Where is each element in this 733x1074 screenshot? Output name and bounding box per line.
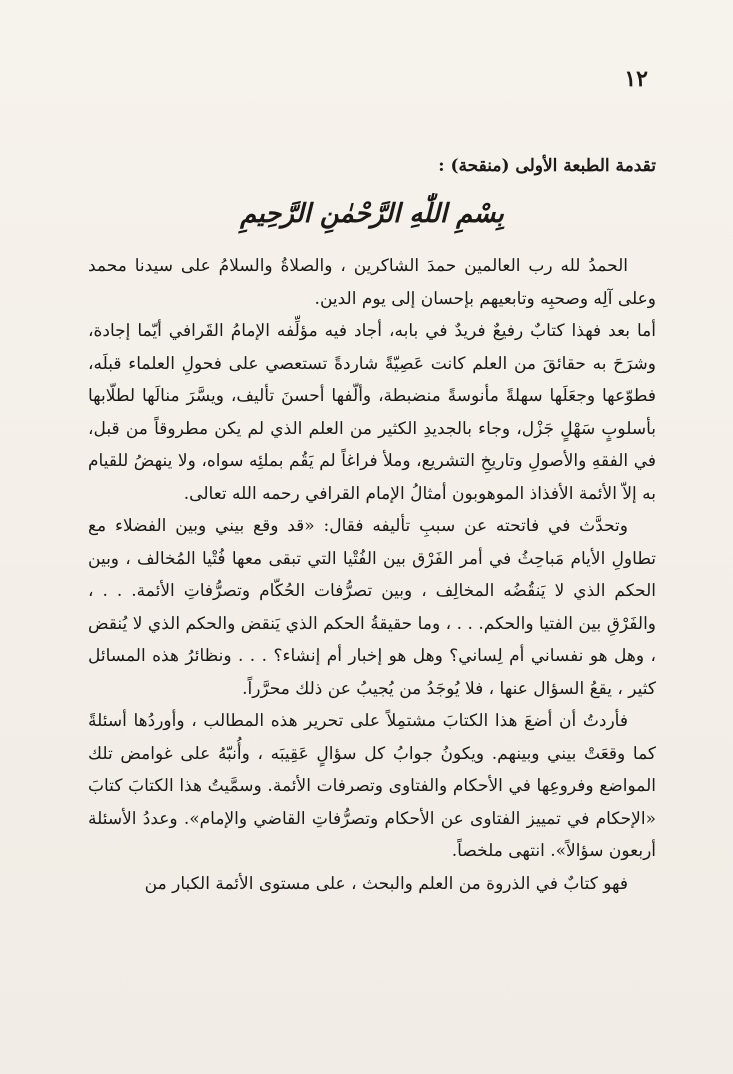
section-heading: تقدمة الطبعة الأولى (منقحة) : — [438, 156, 656, 176]
paragraph-quote-continued: فأردتُ أن أضعَ هذا الكتابَ مشتمِلاً على تحرير هذه المطالب ، وأوردُها أسئلةً كما وقعَتْ بيني وبينهم. ويكونُ جوابُ كل سؤالٍ عَقِيبَه ، وأُنبّهُ على غوامض تلك المواضع وفروعِها في الأحكام والفتاوى وتصرفات الأئمة. وسمَّيتُ هذا الكتابَ كتابَ «الإحكام في تمييز الفتاوى عن الأحكام وتصرُّفاتِ القاضي والإمام». وعددُ الأسئلة أربعون سؤالاً». انتهى ملخصاً. — [88, 711, 657, 861]
paragraph-praise: الحمدُ لله رب العالمين حمدَ الشاكرين ، والصلاةُ والسلامُ على سيدنا محمد وعلى آلِه وصحبِه وتابعيهم بإحسان إلى يوم الدين. — [88, 256, 656, 309]
page-body — [88, 150, 656, 900]
paragraph-quote: وتحدَّث في فاتحته عن سببِ تأليفه فقال: «قد وقع بيني وبين الفضلاء مع تطاولِ الأيام مَباحِثُ في أمر الفَرْق بين الفُتْيا التي تبقى معها فُتْيا المُخالف ، وبين الحكم الذي لا يَنقُضُه المخالِف ، وبين تصرُّفات الحُكّام وتصرُّفاتِ الأئمة. . . ، والفَرْقِ بين الفتيا والحكم. . . ، وما حقيقةُ الحكم الذي يَنقض والحكم الذي لا يُنقض ، وهل هو نفساني أم لِساني؟ وهل هو إخبار أم إنشاء؟ . . . ونظائرُ هذه المسائل كثير ، يقعُ السؤال عنها ، فلا يُوجَدُ من يُجيبُ عن ذلك محرَّراً. — [88, 516, 656, 699]
basmala-calligraphy: بِسْمِ اللّٰهِ الرَّحْمٰنِ الرَّحِيمِ — [240, 199, 504, 229]
paragraph-closing: فهو كتابٌ في الذروة من العلم والبحث ، على مستوى الأئمة الكبار من — [144, 873, 628, 894]
paragraph-intro: أما بعد فهذا كتابٌ رفيعٌ فريدٌ في بابه، أجاد فيه مؤلِّفه الإمامُ القَرافي أيّما إجادة، وشرَحَ به حقائقَ من العلم كانت عَصِيّةً شاردةً تستعصي على فحولِ العلماء قبلَه، فطوّعها وجعَلَها سهلةً مأنوسةً منضبطة، وألّفها أحسنَ تأليف، ويسَّرَ منالَها لطلّابها بأسلوبٍ سَهْلٍ جَزْل، وجاء بالجديدِ الكثير من العلم الذي لم يكن مطروقاً من قبل، في الفقهِ والأصولِ وتاريخِ التشريع، وملأ فراغاً لم يَقُم بملئِه سواه، ولا ينهضُ للقيام به إلاّ الأئمة الأفذاذ الموهوبون أمثالُ الإمام القرافي رحمه الله تعالى. — [88, 321, 656, 504]
page-number: ١٢ — [624, 66, 648, 92]
